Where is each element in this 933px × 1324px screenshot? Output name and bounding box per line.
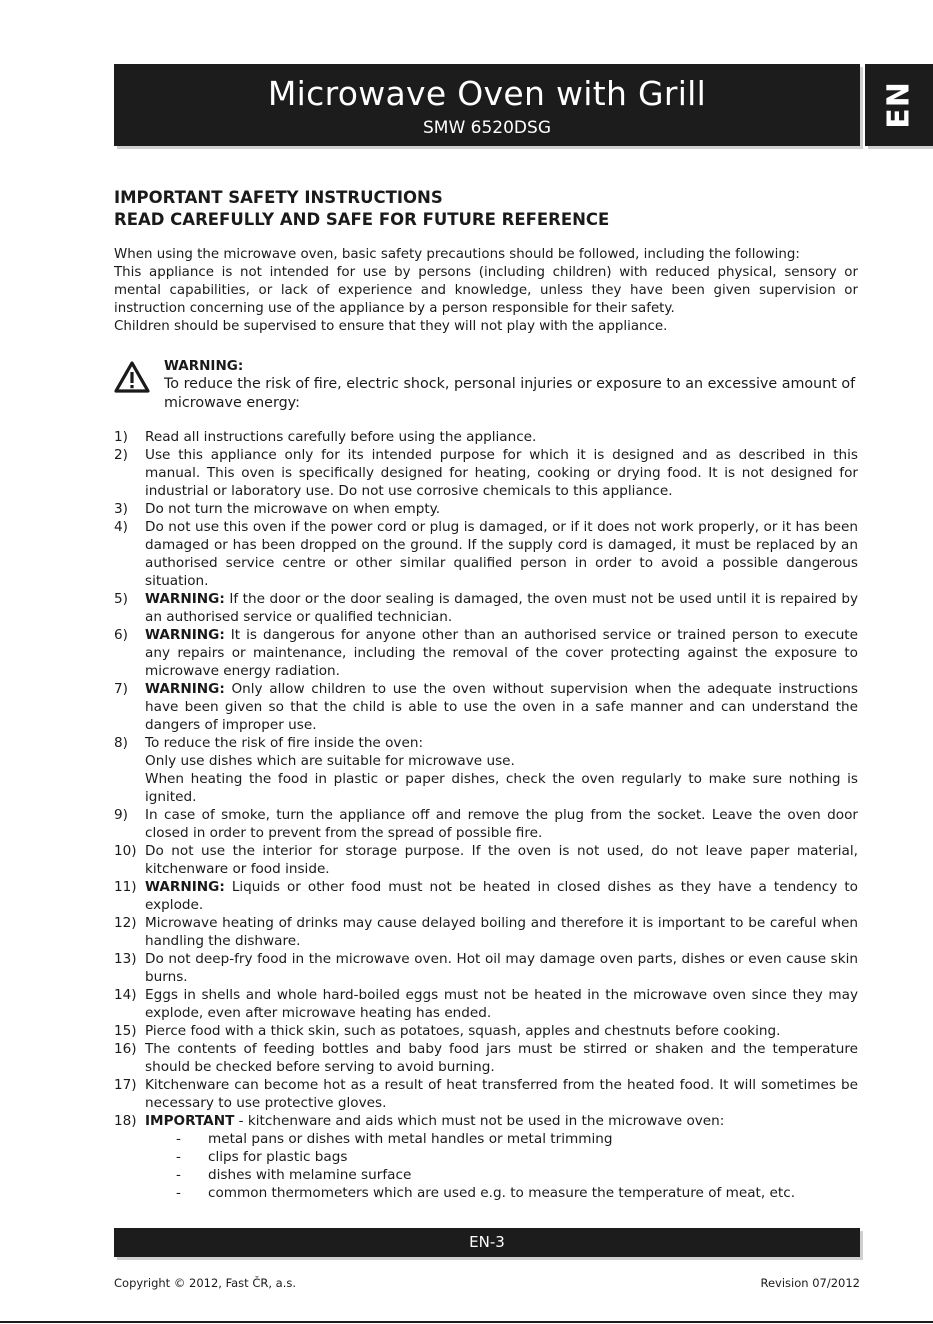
sub-list-item bbox=[145, 1148, 858, 1166]
list-item-emphasis: WARNING: bbox=[145, 681, 225, 697]
list-item-number: 5) bbox=[114, 591, 128, 607]
list-item bbox=[114, 626, 858, 680]
language-tab-label: EN bbox=[881, 81, 917, 129]
list-item-number: 7) bbox=[114, 681, 128, 697]
list-item-number: 18) bbox=[114, 1113, 137, 1129]
list-item-text: To reduce the risk of fire inside the oven: bbox=[145, 735, 424, 751]
sub-list-item bbox=[145, 1184, 858, 1202]
list-item-text: Use this appliance only for its intended purpose for which it is designed and as described in this manual. This oven is specifically designed for heating, cooking or drying food. It is not designed for industrial or laboratory use. Do not use corrosive chemicals to this appliance. bbox=[145, 447, 858, 499]
list-item-text: Pierce food with a thick skin, such as potatoes, squash, apples and chestnuts before cooking. bbox=[145, 1023, 781, 1039]
list-item bbox=[114, 806, 858, 842]
list-item-emphasis: WARNING: bbox=[145, 627, 225, 643]
list-item-number: 16) bbox=[114, 1041, 137, 1057]
list-item-number: 1) bbox=[114, 429, 128, 445]
sub-list-item bbox=[145, 1166, 858, 1184]
list-item-number: 4) bbox=[114, 519, 128, 535]
list-item bbox=[114, 680, 858, 734]
sub-list-text: clips for plastic bags bbox=[208, 1149, 348, 1165]
intro-paragraph: This appliance is not intended for use by persons (including children) with reduced physical, sensory or mental capabilities, or lack of experience and knowledge, unless they have been given supervision or instruction concerning use of the appliance by a person responsible for their safety. bbox=[114, 265, 858, 316]
list-item bbox=[114, 914, 858, 950]
section-heading: IMPORTANT SAFETY INSTRUCTIONS bbox=[114, 188, 443, 207]
list-item-number: 17) bbox=[114, 1077, 137, 1093]
list-item bbox=[114, 1040, 858, 1076]
sub-list-text: metal pans or dishes with metal handles or metal trimming bbox=[208, 1131, 613, 1147]
list-item-text: Do not turn the microwave on when empty. bbox=[145, 501, 441, 517]
list-item-text: Do not use the interior for storage purpose. If the oven is not used, do not leave paper material, kitchenware or food inside. bbox=[145, 843, 858, 877]
document-title: Microwave Oven with Grill bbox=[267, 74, 707, 113]
dash-bullet: - bbox=[176, 1149, 181, 1165]
copyright-text: Copyright © 2012, Fast ČR, a.s. bbox=[114, 1276, 297, 1290]
warning-triangle-icon bbox=[114, 361, 150, 393]
list-item-text: If the door or the door sealing is damaged, the oven must not be used until it is repaired by an authorised service or qualified technician. bbox=[145, 591, 858, 625]
footer-bar bbox=[114, 1228, 860, 1257]
section-subheading: READ CAREFULLY AND SAFE FOR FUTURE REFERENCE bbox=[114, 210, 610, 229]
list-item-number: 12) bbox=[114, 915, 137, 931]
list-item bbox=[114, 1112, 858, 1202]
list-item-number: 15) bbox=[114, 1023, 137, 1039]
model-number: SMW 6520DSG bbox=[423, 118, 551, 138]
list-item bbox=[114, 842, 858, 878]
warning-block bbox=[114, 357, 858, 412]
list-item-number: 10) bbox=[114, 843, 137, 859]
list-item bbox=[114, 428, 858, 446]
list-item-text: Read all instructions carefully before using the appliance. bbox=[145, 429, 537, 445]
sub-list-text: common thermometers which are used e.g. to measure the temperature of meat, etc. bbox=[208, 1185, 796, 1201]
page-number: EN-3 bbox=[469, 1233, 505, 1251]
list-item-text: Do not use this oven if the power cord or plug is damaged, or if it does not work properly, or it has been damaged or has been dropped on the ground. If the supply cord is damaged, it must be replaced by an authorised service centre or other similar qualified person in order to avoid a possible dangerous situation. bbox=[145, 519, 858, 589]
list-item-text: Only allow children to use the oven without supervision when the adequate instructions have been given so that the child is able to use the oven in a safe manner and can understand the dangers of improper use. bbox=[145, 681, 858, 733]
list-item-number: 13) bbox=[114, 951, 137, 967]
list-item-number: 6) bbox=[114, 627, 128, 643]
list-item-number: 11) bbox=[114, 879, 137, 895]
list-item-text: The contents of feeding bottles and baby food jars must be stirred or shaken and the temperature should be checked before serving to avoid burning. bbox=[145, 1041, 858, 1075]
list-item-text: It is dangerous for anyone other than an authorised service or trained person to execute any repairs or maintenance, including the removal of the cover protecting against the exposure to microwave energy radiation. bbox=[145, 627, 858, 679]
list-item-number: 2) bbox=[114, 447, 128, 463]
list-item-number: 8) bbox=[114, 735, 128, 751]
revision-text: Revision 07/2012 bbox=[760, 1276, 860, 1290]
list-item bbox=[114, 590, 858, 626]
warning-title: WARNING: bbox=[164, 358, 244, 374]
list-item-number: 3) bbox=[114, 501, 128, 517]
sub-list-item bbox=[145, 1130, 858, 1148]
list-item-text: - kitchenware and aids which must not be used in the microwave oven: bbox=[234, 1113, 725, 1129]
list-item bbox=[114, 518, 858, 590]
safety-instructions-list bbox=[114, 428, 858, 1202]
intro-paragraph: When using the microwave oven, basic safety precautions should be followed, including the following: bbox=[114, 247, 800, 262]
dash-bullet: - bbox=[176, 1131, 181, 1147]
list-item bbox=[114, 1076, 858, 1112]
sub-list bbox=[145, 1130, 858, 1202]
list-item-emphasis: WARNING: bbox=[145, 879, 225, 895]
list-item bbox=[114, 986, 858, 1022]
list-item-text: Microwave heating of drinks may cause delayed boiling and therefore it is important to be careful when handling the dishware. bbox=[145, 915, 858, 949]
list-item bbox=[114, 1022, 858, 1040]
header-bar bbox=[114, 64, 860, 146]
list-item bbox=[114, 500, 858, 518]
sub-list-text: dishes with melamine surface bbox=[208, 1167, 412, 1183]
list-item bbox=[114, 878, 858, 914]
list-item-number: 14) bbox=[114, 987, 137, 1003]
list-item-line: Only use dishes which are suitable for microwave use. bbox=[145, 753, 515, 769]
language-tab bbox=[865, 64, 933, 146]
bottom-divider bbox=[0, 1321, 933, 1323]
list-item-number: 9) bbox=[114, 807, 128, 823]
list-item-text: Do not deep-fry food in the microwave oven. Hot oil may damage oven parts, dishes or even cause skin burns. bbox=[145, 951, 858, 985]
list-item bbox=[114, 446, 858, 500]
warning-text: To reduce the risk of fire, electric shock, personal injuries or exposure to an excessive amount of microwave energy: bbox=[164, 376, 856, 411]
list-item-text: Eggs in shells and whole hard-boiled eggs must not be heated in the microwave oven since they may explode, even after microwave heating has ended. bbox=[145, 987, 858, 1021]
dash-bullet: - bbox=[176, 1185, 181, 1201]
intro-text bbox=[114, 246, 858, 336]
intro-paragraph: Children should be supervised to ensure that they will not play with the appliance. bbox=[114, 319, 668, 334]
dash-bullet: - bbox=[176, 1167, 181, 1183]
list-item-text: Kitchenware can become hot as a result of heat transferred from the heated food. It will sometimes be necessary to use protective gloves. bbox=[145, 1077, 858, 1111]
list-item bbox=[114, 734, 858, 806]
list-item-emphasis: WARNING: bbox=[145, 591, 225, 607]
page-content bbox=[114, 187, 858, 1202]
list-item-line: When heating the food in plastic or paper dishes, check the oven regularly to make sure nothing is ignited. bbox=[145, 771, 858, 805]
list-item-emphasis: IMPORTANT bbox=[145, 1113, 235, 1129]
list-item-text: Liquids or other food must not be heated in closed dishes as they have a tendency to explode. bbox=[145, 879, 858, 913]
list-item-text: In case of smoke, turn the appliance off and remove the plug from the socket. Leave the oven door closed in order to prevent from the spread of possible fire. bbox=[145, 807, 858, 841]
list-item bbox=[114, 950, 858, 986]
